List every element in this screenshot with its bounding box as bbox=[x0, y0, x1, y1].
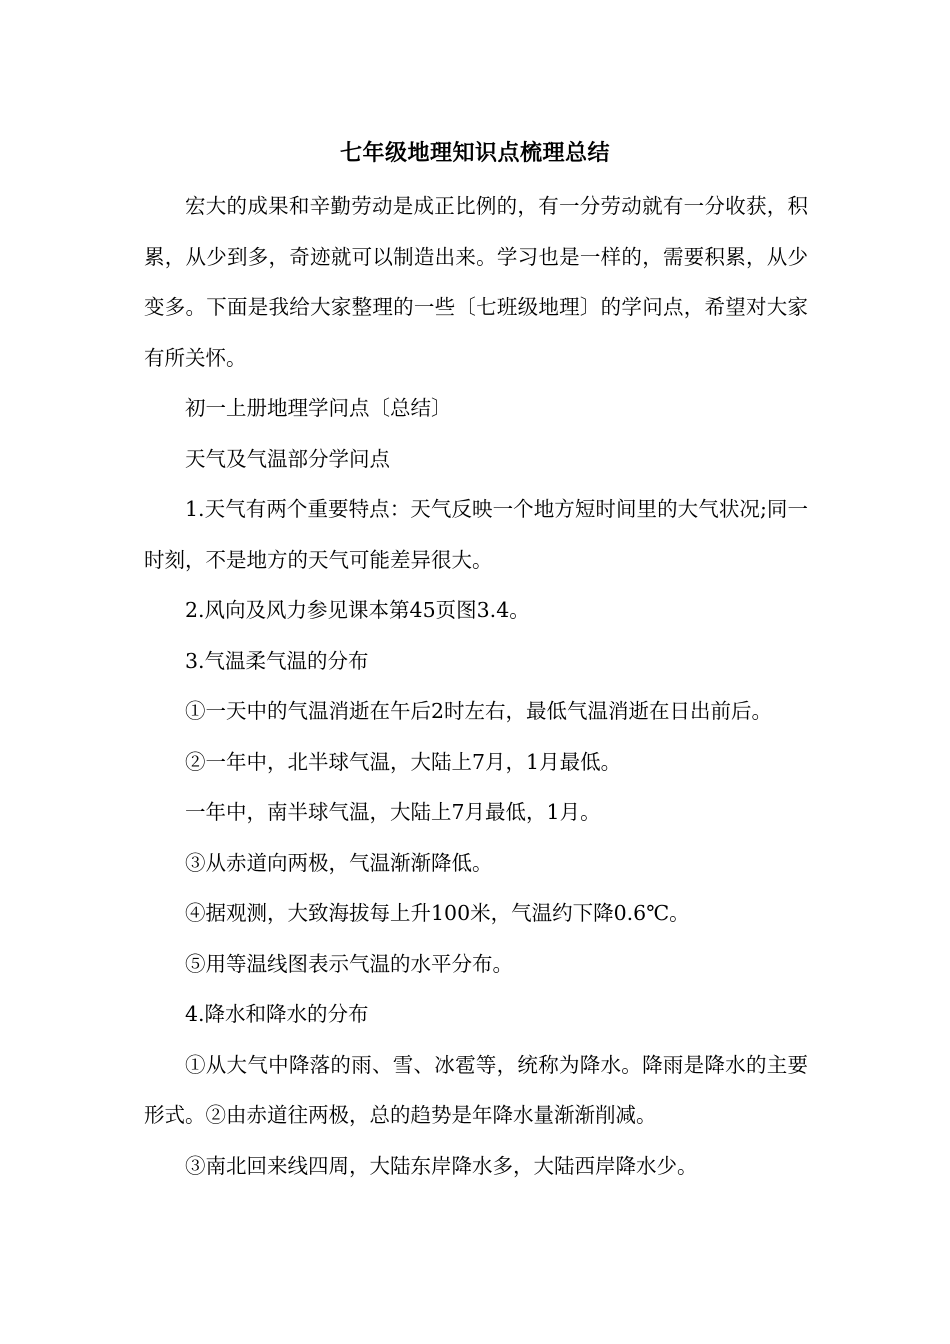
document-body bbox=[144, 181, 808, 1191]
document-title: 七年级地理知识点梳理总结 bbox=[339, 140, 610, 166]
paragraph-temp-5: ⑤用等温线图表示气温的水平分布。 bbox=[185, 951, 513, 976]
paragraph-temp-2: ②一年中，北半球气温，大陆上7月，1月最低。 bbox=[185, 749, 622, 774]
paragraph-intro: 宏大的成果和辛勤劳动是成正比例的，有一分劳动就有一分收获，积累，从少到多，奇迹就可以制造出来。学习也是一样的，需要积累，从少变多。下面是我给大家整理的一些〔七班级地理〕的学问点，希望对大家有所关怀。 bbox=[144, 194, 808, 370]
paragraph-rain-1: ①从大气中降落的雨、雪、冰雹等，统称为降水。降雨是降水的主要形式。②由赤道往两极，总的趋势是年降水量渐渐削减。 bbox=[144, 1052, 808, 1127]
paragraph-rain-3: ③南北回来线四周，大陆东岸降水多，大陆西岸降水少。 bbox=[185, 1153, 698, 1178]
paragraph-temp-2b: 一年中，南半球气温，大陆上7月最低，1月。 bbox=[185, 800, 601, 824]
paragraph-temp-1: ①一天中的气温消逝在午后2时左右，最低气温消逝在日出前后。 bbox=[185, 699, 773, 723]
paragraph-temp-4: ④据观测，大致海拔每上升100米，气温约下降0.6℃。 bbox=[185, 901, 690, 925]
paragraph-temp-3: ③从赤道向两极，气温渐渐降低。 bbox=[185, 850, 493, 875]
paragraph-point-3: 3.气温柔气温的分布 bbox=[185, 648, 369, 673]
paragraph-point-4: 4.降水和降水的分布 bbox=[185, 1002, 369, 1026]
paragraph-point-2: 2.风向及风力参见课本第45页图3.4。 bbox=[185, 598, 530, 622]
paragraph-section-heading: 初一上册地理学问点〔总结〕 bbox=[185, 396, 452, 420]
paragraph-subheading: 天气及气温部分学问点 bbox=[185, 446, 390, 471]
paragraph-point-1: 1.天气有两个重要特点：天气反映一个地方短时间里的大气状况;同一时刻，不是地方的天气可能差异很大。 bbox=[144, 497, 808, 572]
